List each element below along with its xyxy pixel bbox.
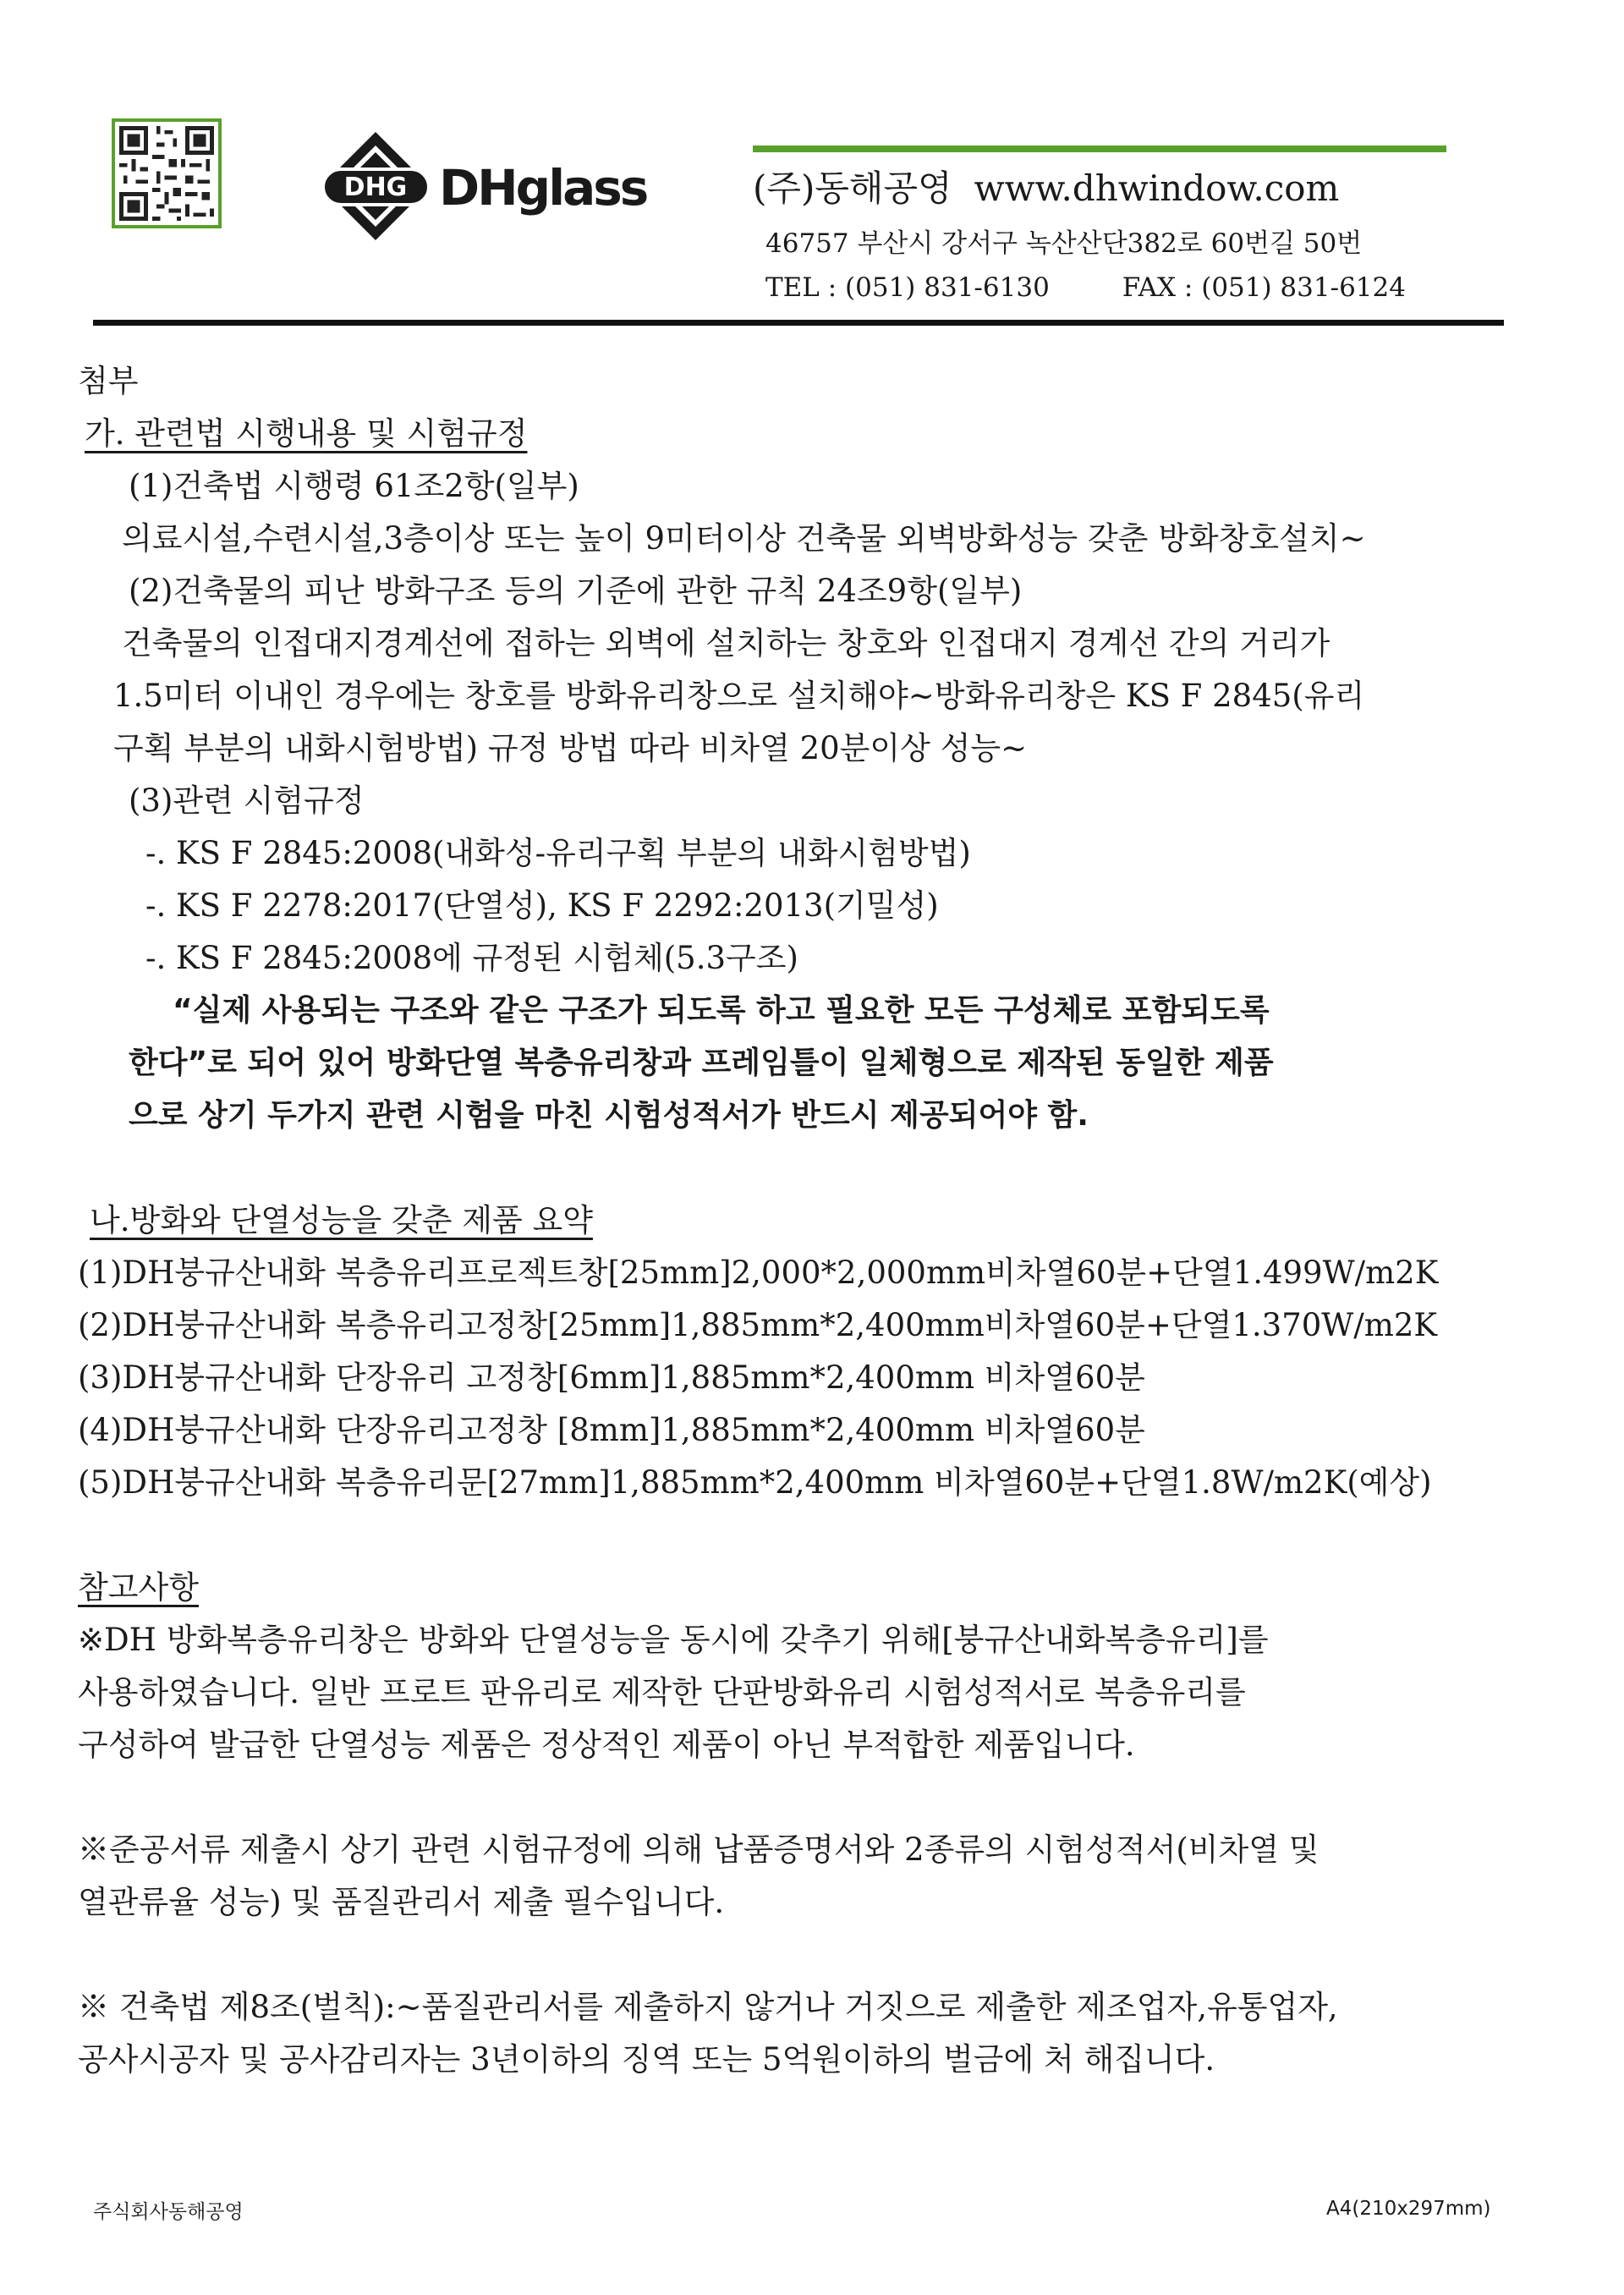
note1-line2: 사용하였습니다. 일반 프로트 판유리로 제작한 단판방화유리 시험성적서로 복층유리를 xyxy=(78,1674,1246,1710)
company-address: 46757 부산시 강서구 녹산산단382로 60번길 50번 xyxy=(765,228,1363,259)
spacer xyxy=(78,1929,1516,1981)
requirement-line-2: 한다”로 되어 있어 방화단열 복층유리창과 프레임틀이 일체형으로 제작된 동일한 제품 xyxy=(129,1046,1274,1080)
spacer xyxy=(78,1509,1516,1562)
attachment-label: 첨부 xyxy=(78,363,139,399)
product-3: (3)DH붕규산내화 단장유리 고정창[6mm]1,885mm*2,400mm 비차열60분 xyxy=(78,1359,1145,1396)
company-website: www.dhwindow.com xyxy=(974,167,1340,209)
product-1: (1)DH붕규산내화 복층유리프로젝트창[25mm]2,000*2,000mm비차열60분+단열1.499W/m2K xyxy=(78,1255,1439,1291)
product-5: (5)DH붕규산내화 복층유리문[27mm]1,885mm*2,400mm 비차열60분+단열1.8W/m2K(예상) xyxy=(78,1464,1432,1501)
item2-title: (2)건축물의 피난 방화구조 등의 기준에 관한 규칙 24조9항(일부) xyxy=(129,573,1023,609)
item2-line2: 1.5미터 이내인 경우에는 창호를 방화유리창으로 설치해야~방화유리창은 KS F 2845(유리 xyxy=(113,678,1365,714)
note2-line2: 열관류율 성능) 및 품질관리서 제출 필수입니다. xyxy=(78,1884,725,1920)
fax-number: FAX : (051) 831-6124 xyxy=(1122,272,1406,303)
company-name: (주)동해공영 xyxy=(753,167,952,209)
spacer xyxy=(78,1771,1516,1824)
standard-3: -. KS F 2845:2008에 규정된 시험체(5.3구조) xyxy=(145,940,798,976)
product-4: (4)DH붕규산내화 단장유리고정창 [8mm]1,885mm*2,400mm 비차열60분 xyxy=(78,1412,1145,1448)
notes-heading: 참고사항 xyxy=(78,1569,199,1606)
note1-line1: ※DH 방화복층유리창은 방화와 단열성능을 동시에 갖추기 위해[붕규산내화복층유리]를 xyxy=(78,1622,1269,1658)
green-header-rule xyxy=(753,145,1446,152)
dhglass-logo xyxy=(316,127,672,245)
logo-wordmark: DHglass xyxy=(439,159,647,217)
company-contact xyxy=(765,272,1406,303)
requirement-line-3: 으로 상기 두가지 관련 시험을 마친 시험성적서가 반드시 제공되어야 함. xyxy=(129,1098,1089,1133)
item2-line1: 건축물의 인접대지경계선에 접하는 외벽에 설치하는 창호와 인접대지 경계선 간의 거리가 xyxy=(122,625,1330,662)
qr-code xyxy=(112,118,222,228)
company-line xyxy=(753,161,1339,211)
tel-number: TEL : (051) 831-6130 xyxy=(765,272,1050,303)
item1-title: (1)건축법 시행령 61조2항(일부) xyxy=(129,468,579,504)
logo-badge-text: DHG xyxy=(343,173,408,202)
requirement-line-1: “실제 사용되는 구조와 같은 구조가 되도록 하고 필요한 모든 구성체로 포함되도록 xyxy=(173,993,1270,1028)
section-b-heading: 나.방화와 단열성능을 갖춘 제품 요약 xyxy=(90,1202,593,1238)
standard-2: -. KS F 2278:2017(단열성), KS F 2292:2013(기밀성) xyxy=(145,887,939,924)
item1-text: 의료시설,수련시설,3층이상 또는 높이 9미터이상 건축물 외벽방화성능 갖춘 방화창호설치~ xyxy=(122,520,1366,557)
footer-company: 주식회사동해공영 xyxy=(93,2201,244,2223)
spacer xyxy=(78,1142,1516,1194)
item3-title: (3)관련 시험규정 xyxy=(129,782,365,819)
item2-line3: 구획 부분의 내화시험방법) 규정 방법 따라 비차열 20분이상 성능~ xyxy=(113,730,1028,766)
note3-line1: ※ 건축법 제8조(벌칙):~품질관리서를 제출하지 않거나 거짓으로 제출한 제조업자,유통업자, xyxy=(78,1989,1338,2025)
standard-1: -. KS F 2845:2008(내화성-유리구획 부분의 내화시험방법) xyxy=(145,835,971,871)
note3-line2: 공사시공자 및 공사감리자는 3년이하의 징역 또는 5억원이하의 벌금에 처 해집니다. xyxy=(78,2041,1215,2078)
note2-line1: ※준공서류 제출시 상기 관련 시험규정에 의해 납품증명서와 2종류의 시험성적서(비차열 및 xyxy=(78,1831,1320,1868)
footer-paper-size: A4(210x297mm) xyxy=(1326,2198,1491,2220)
note1-line3: 구성하여 발급한 단열성능 제품은 정상적인 제품이 아닌 부적합한 제품입니다. xyxy=(78,1727,1135,1763)
document-body xyxy=(78,355,1516,2086)
header-divider xyxy=(93,320,1504,326)
product-2: (2)DH붕규산내화 복층유리고정창[25mm]1,885mm*2,400mm비차열60분+단열1.370W/m2K xyxy=(78,1307,1438,1343)
section-a-heading: 가. 관련법 시행내용 및 시험규정 xyxy=(85,415,528,452)
